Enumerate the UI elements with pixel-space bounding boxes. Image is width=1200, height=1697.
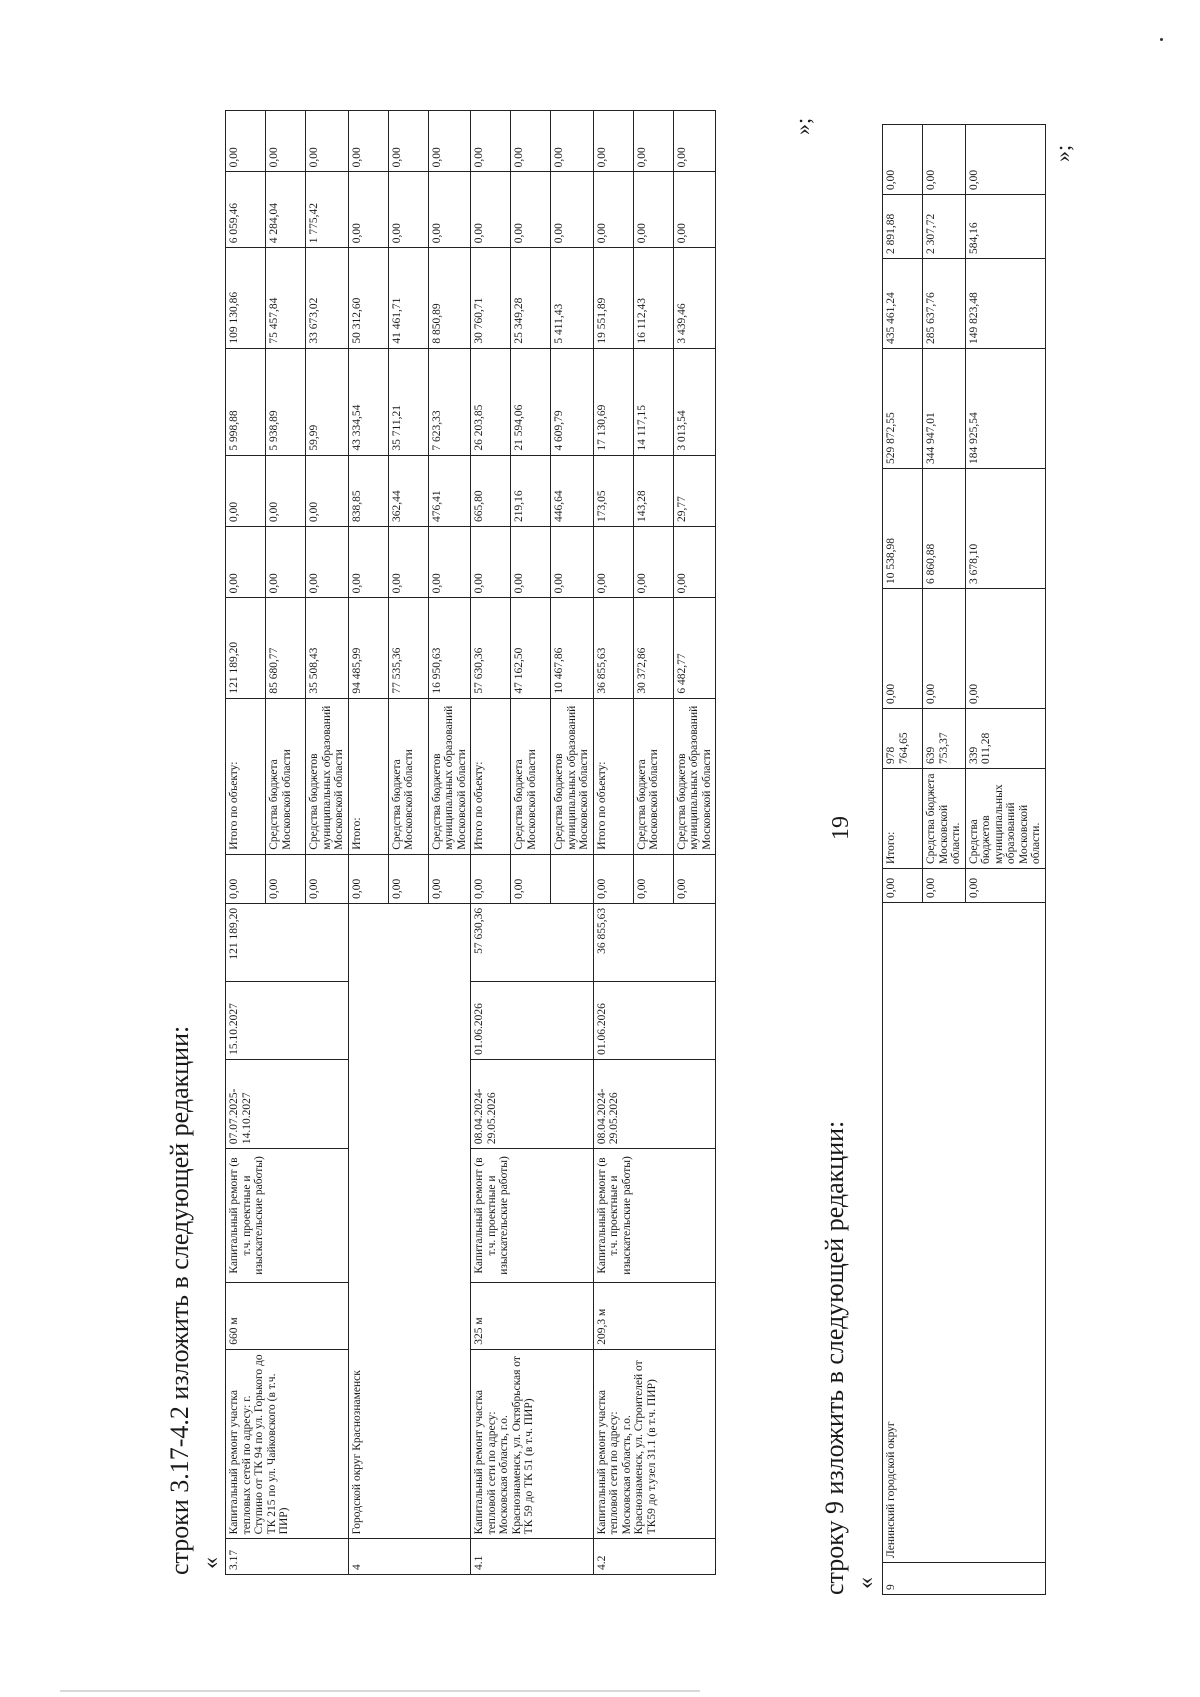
amount-cell: 0,00 <box>551 172 594 248</box>
amount-cell: 665,80 <box>471 455 511 526</box>
amount-cell: 285 637,76 <box>923 259 966 349</box>
amount-cell: 0,00 <box>883 125 923 195</box>
amount-cell: 109 130,86 <box>226 248 266 348</box>
amount-cell: 75 457,84 <box>266 248 306 348</box>
amount-cell: 0,00 <box>348 526 388 597</box>
amount-cell: 362,44 <box>388 455 428 526</box>
object-length: 209,3 м <box>593 1282 716 1349</box>
funding-source: Средства бюджета Московской области <box>511 698 551 854</box>
amount-cell: 435 461,24 <box>883 259 923 349</box>
total-cost: 36 855,63 <box>593 903 716 981</box>
amount-cell: 3 439,46 <box>673 248 716 348</box>
amount-cell: 0,00 <box>471 526 511 597</box>
object-length: 660 м <box>226 1282 349 1349</box>
opening-quote: « <box>198 1557 224 1569</box>
amount-cell: 5 938,89 <box>266 348 306 455</box>
amount-cell: 16 112,43 <box>633 248 673 348</box>
amount-cell: 5 998,88 <box>226 348 266 455</box>
amount-cell: 3 013,54 <box>673 348 716 455</box>
row-number: 4 <box>348 1539 471 1575</box>
table-row <box>593 111 633 1575</box>
amount-cell: 35 711,21 <box>388 348 428 455</box>
amount-cell: 0,00 <box>266 111 306 172</box>
funding-source: Средства бюджетов муниципальных образований Московской области <box>306 698 349 854</box>
amount-cell: 0,00 <box>266 526 306 597</box>
amount-cell: 77 535,36 <box>388 598 428 698</box>
amount-cell: 25 349,28 <box>511 248 551 348</box>
amount-cell: 30 760,71 <box>471 248 511 348</box>
amount-cell: 43 334,54 <box>348 348 388 455</box>
amount-cell: 47 162,50 <box>511 598 551 698</box>
amount-cell: 6 860,88 <box>923 469 966 589</box>
row-number: 4.1 <box>471 1539 594 1575</box>
prior-value: 0,00 <box>306 854 349 903</box>
amount-cell: 5 411,43 <box>551 248 594 348</box>
section-row-9 <box>820 95 1046 1595</box>
amount-cell: 41 461,71 <box>388 248 428 348</box>
amount-cell: 0,00 <box>883 589 923 709</box>
amount-cell: 94 485,99 <box>348 598 388 698</box>
amount-cell: 0,00 <box>388 526 428 597</box>
completion-date: 01.06.2026 <box>471 981 594 1059</box>
amount-cell: 339 011,28 <box>965 709 1045 769</box>
prior-value: 0,00 <box>388 854 428 903</box>
scan-speck <box>1160 38 1163 41</box>
amount-cell: 19 551,89 <box>593 248 633 348</box>
amount-cell: 29,77 <box>673 455 716 526</box>
page-number: 19 <box>828 816 854 840</box>
work-period: 07.07.2025-14.10.2027 <box>226 1059 349 1148</box>
object-name: Городской округ Краснознаменск <box>348 903 471 1539</box>
amount-cell: 4 284,04 <box>266 172 306 248</box>
table-row <box>226 111 266 1575</box>
amount-cell: 0,00 <box>633 526 673 597</box>
amount-cell: 0,00 <box>593 111 633 172</box>
amount-cell: 0,00 <box>511 111 551 172</box>
section-heading: строку 9 изложить в следующей редакции: <box>820 1120 849 1595</box>
amount-cell: 0,00 <box>551 111 594 172</box>
object-name: Капитальный ремонт участка тепловых сетей по адресу: г. Ступино от ТК 94 по ул. Горького до ТК 215 по ул. Чайковского (в т.ч. ПИР) <box>226 1349 349 1539</box>
amount-cell: 0,00 <box>226 111 266 172</box>
amount-cell: 10 538,98 <box>883 469 923 589</box>
amount-cell: 0,00 <box>266 455 306 526</box>
row-number: 4.2 <box>593 1539 716 1575</box>
amount-cell: 0,00 <box>471 172 511 248</box>
section-rows-3-17-4-2 <box>165 75 716 1575</box>
amount-cell: 0,00 <box>226 526 266 597</box>
prior-value: 0,00 <box>883 869 923 903</box>
amount-cell: 0,00 <box>306 111 349 172</box>
amount-cell: 476,41 <box>428 455 471 526</box>
amount-cell: 59,99 <box>306 348 349 455</box>
object-length: 325 м <box>471 1282 594 1349</box>
amount-cell: 6 482,77 <box>673 598 716 698</box>
amount-cell: 3 678,10 <box>965 469 1045 589</box>
table-row <box>883 125 923 1595</box>
amount-cell: 26 203,85 <box>471 348 511 455</box>
amount-cell: 0,00 <box>965 589 1045 709</box>
amount-cell: 17 130,69 <box>593 348 633 455</box>
funding-source: Средства бюджета Московской области. <box>923 769 966 869</box>
amount-cell: 0,00 <box>226 455 266 526</box>
amount-cell: 1 775,42 <box>306 172 349 248</box>
amount-cell: 8 850,89 <box>428 248 471 348</box>
amount-cell: 85 680,77 <box>266 598 306 698</box>
amount-cell: 149 823,48 <box>965 259 1045 349</box>
table-row <box>471 111 511 1575</box>
amount-cell: 446,64 <box>551 455 594 526</box>
amount-cell: 0,00 <box>593 526 633 597</box>
table-row <box>348 111 388 1575</box>
row-number: 3.17 <box>226 1539 349 1575</box>
amount-cell: 639 753,37 <box>923 709 966 769</box>
funding-source: Средства бюджета Московской области <box>388 698 428 854</box>
amount-cell: 57 630,36 <box>471 598 511 698</box>
program-table <box>225 110 716 1575</box>
amount-cell: 50 312,60 <box>348 248 388 348</box>
amount-cell: 219,16 <box>511 455 551 526</box>
amount-cell: 184 925,54 <box>965 349 1045 469</box>
prior-value: 0,00 <box>673 854 716 903</box>
total-cost: 121 189,20 <box>226 903 349 981</box>
funding-source: Итого: <box>348 698 388 854</box>
scan-noise-line <box>60 1690 700 1692</box>
funding-source: Итого по объекту: <box>593 698 633 854</box>
funding-source: Итого по объекту: <box>226 698 266 854</box>
amount-cell: 584,16 <box>965 195 1045 259</box>
amount-cell: 0,00 <box>673 111 716 172</box>
prior-value: 0,00 <box>428 854 471 903</box>
amount-cell: 0,00 <box>551 526 594 597</box>
amount-cell: 35 508,43 <box>306 598 349 698</box>
prior-value: 0,00 <box>471 854 511 903</box>
amount-cell: 143,28 <box>633 455 673 526</box>
object-name: Капитальный ремонт участка тепловой сети по адресу: Московская область, г.о. Краснознаменск, ул. Октябрьская от ТК 59 до ТК 51 (в т.ч. ПИР) <box>471 1349 594 1539</box>
amount-cell: 0,00 <box>633 172 673 248</box>
amount-cell: 0,00 <box>593 172 633 248</box>
section-heading: строки 3.17-4.2 изложить в следующей редакции: <box>165 1025 194 1575</box>
amount-cell: 0,00 <box>388 172 428 248</box>
amount-cell: 33 673,02 <box>306 248 349 348</box>
amount-cell: 0,00 <box>511 172 551 248</box>
amount-cell: 0,00 <box>428 172 471 248</box>
amount-cell: 0,00 <box>306 526 349 597</box>
closing-quote: »; <box>790 117 815 135</box>
amount-cell: 2 307,72 <box>923 195 966 259</box>
object-name: Капитальный ремонт участка тепловой сети по адресу: Московская область, г.о. Краснознаменск, ул. Строителей от ТК59 до т.узел 31.1 (в т.ч. ПИР) <box>593 1349 716 1539</box>
amount-cell: 30 372,86 <box>633 598 673 698</box>
amount-cell: 6 059,46 <box>226 172 266 248</box>
prior-value: 0,00 <box>511 854 551 903</box>
amount-cell: 121 189,20 <box>226 598 266 698</box>
amount-cell: 0,00 <box>965 125 1045 195</box>
amount-cell: 529 872,55 <box>883 349 923 469</box>
total-cost: 57 630,36 <box>471 903 594 981</box>
work-type: Капитальный ремонт (в т.ч. проектные и изыскательские работы) <box>226 1149 349 1283</box>
amount-cell: 14 117,15 <box>633 348 673 455</box>
amount-cell: 344 947,01 <box>923 349 966 469</box>
amount-cell: 0,00 <box>388 111 428 172</box>
row-number: 9 <box>883 1563 1046 1595</box>
amount-cell: 0,00 <box>348 172 388 248</box>
prior-value: 0,00 <box>965 869 1045 903</box>
amount-cell: 4 609,79 <box>551 348 594 455</box>
amount-cell: 0,00 <box>348 111 388 172</box>
funding-source: Средства бюджетов муниципальных образований Московской области <box>673 698 716 854</box>
amount-cell: 0,00 <box>673 526 716 597</box>
amount-cell: 0,00 <box>428 526 471 597</box>
work-type: Капитальный ремонт (в т.ч. проектные и изыскательские работы) <box>593 1149 716 1283</box>
completion-date: 01.06.2026 <box>593 981 716 1059</box>
work-type: Капитальный ремонт (в т.ч. проектные и изыскательские работы) <box>471 1149 594 1283</box>
amount-cell: 0,00 <box>633 111 673 172</box>
amount-cell: 16 950,63 <box>428 598 471 698</box>
work-period: 08.04.2024-29.05.2026 <box>593 1059 716 1148</box>
prior-value: 0,00 <box>348 854 388 903</box>
amount-cell: 978 764,65 <box>883 709 923 769</box>
amount-cell: 21 594,06 <box>511 348 551 455</box>
funding-source: Средства бюджета Московской области <box>633 698 673 854</box>
amount-cell: 10 467,86 <box>551 598 594 698</box>
prior-value: 0,00 <box>593 854 633 903</box>
amount-cell: 0,00 <box>923 125 966 195</box>
funding-source: Средства бюджета Московской области <box>266 698 306 854</box>
prior-value: 0,00 <box>633 854 673 903</box>
amount-cell: 7 623,33 <box>428 348 471 455</box>
amount-cell: 173,05 <box>593 455 633 526</box>
amount-cell: 0,00 <box>511 526 551 597</box>
amount-cell: 838,85 <box>348 455 388 526</box>
closing-quote: »; <box>1050 144 1075 162</box>
funding-source: Итого по объекту: <box>471 698 511 854</box>
amount-cell: 2 891,88 <box>883 195 923 259</box>
amount-cell: 36 855,63 <box>593 598 633 698</box>
funding-source: Средства бюджетов муниципальных образований Московской области <box>551 698 594 854</box>
amount-cell: 0,00 <box>471 111 511 172</box>
prior-value: 0,00 <box>226 854 266 903</box>
work-period: 08.04.2024-29.05.2026 <box>471 1059 594 1148</box>
funding-source: Итого: <box>883 769 923 869</box>
amount-cell: 0,00 <box>428 111 471 172</box>
prior-value: 0,00 <box>266 854 306 903</box>
funding-source: Средства бюджетов муниципальных образований Московской области <box>428 698 471 854</box>
amount-cell: 0,00 <box>673 172 716 248</box>
prior-value <box>551 854 594 903</box>
amount-cell: 0,00 <box>923 589 966 709</box>
funding-source: Средства бюджетов муниципальных образований Московской области. <box>965 769 1045 869</box>
program-table <box>882 124 1046 1595</box>
prior-value: 0,00 <box>923 869 966 903</box>
amount-cell: 0,00 <box>306 455 349 526</box>
opening-quote: « <box>853 1577 879 1589</box>
completion-date: 15.10.2027 <box>226 981 349 1059</box>
object-name: Ленинский городской округ <box>883 903 1046 1563</box>
